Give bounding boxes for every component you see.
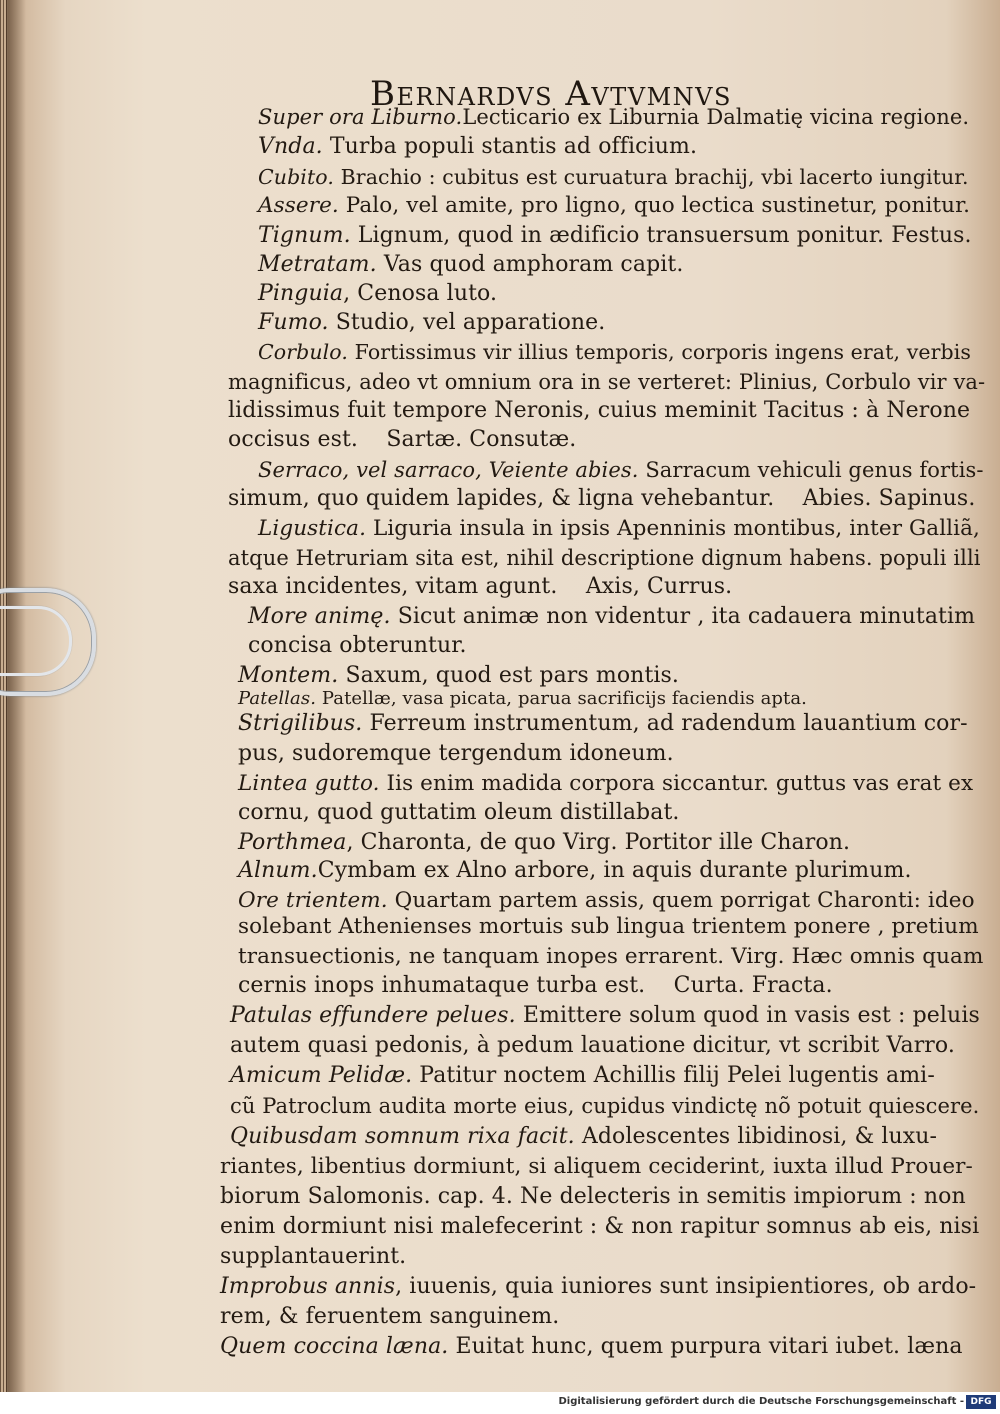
gloss: Euitat hunc, quem purpura vitari iubet. læna — [448, 1334, 963, 1359]
lemma: Amicum Pelidæ. — [230, 1063, 413, 1088]
lemma: Patulas effundere pelues. — [230, 1003, 516, 1028]
gloss: transuectionis, ne tanquam inopes errarent. Virg. Hæc omnis quam — [238, 944, 984, 969]
gloss: lidissimus fuit tempore Neronis, cuius meminit Tacitus : à Nerone — [228, 398, 971, 423]
text-line — [230, 1063, 935, 1089]
gloss: Turba populi stantis ad officium. — [322, 134, 698, 159]
lemma: Corbulo. — [258, 340, 349, 364]
text-line — [238, 771, 973, 797]
gloss: riantes, libentius dormiunt, si aliquem ceciderint, iuxta illud Prouer- — [220, 1154, 973, 1179]
gloss: Lignum, quod in ædificio transuersum ponitur. Festus. — [350, 223, 972, 248]
gloss: Studio, vel apparatione. — [328, 310, 606, 335]
gloss: Ferreum instrumentum, ad radendum lauantium cor- — [362, 711, 968, 736]
gloss: saxa incidentes, vitam agunt. Axis, Currus. — [228, 574, 733, 599]
text-line — [258, 252, 683, 278]
gloss: Adolescentes libidinosi, & luxu- — [574, 1124, 938, 1149]
text-line — [258, 516, 980, 542]
text-line — [220, 1334, 963, 1360]
text-line — [238, 741, 674, 767]
lemma: Porthmea — [238, 830, 347, 855]
text-line — [248, 633, 467, 659]
gloss: concisa obteruntur. — [248, 633, 467, 658]
gloss: magnificus, adeo vt omnium ora in se verteret: Plinius, Corbulo vir va- — [228, 370, 986, 394]
text-line — [258, 457, 984, 483]
text-line — [220, 1214, 979, 1240]
lemma: Quem coccina læna. — [220, 1334, 449, 1359]
lemma: Cubito. — [258, 165, 335, 189]
text-line — [228, 545, 981, 571]
text-line — [228, 398, 970, 424]
text-line — [258, 104, 969, 130]
text-line — [220, 1274, 976, 1300]
gloss: , Charonta, de quo Virg. Portitor ille Charon. — [346, 830, 851, 855]
text-line — [238, 944, 983, 970]
lemma: Fumo. — [258, 310, 329, 335]
gloss: Saxum, quod est pars montis. — [338, 663, 680, 688]
text-line — [258, 281, 497, 307]
gloss: Liguria insula in ipsis Apenninis montibus, inter Galliã, — [366, 516, 980, 541]
dfg-logo: DFG — [966, 1395, 996, 1409]
gloss: cũ Patroclum audita morte eius, cupidus vindictę nõ potuit quiescere. — [230, 1094, 980, 1118]
text-line — [258, 223, 972, 249]
text-line — [258, 134, 697, 160]
lemma: Super ora Liburno. — [258, 105, 463, 129]
lemma: Serraco, vel sarraco, Veiente abies. — [258, 458, 639, 482]
text-line — [228, 369, 985, 395]
gloss: Quartam partem assis, quem porrigat Charonti: ideo — [387, 888, 975, 913]
gloss: supplantauerint. — [220, 1244, 407, 1269]
gloss: Brachio : cubitus est curuatura brachij, vbi lacerto iungitur. — [334, 165, 969, 189]
text-line — [238, 888, 975, 914]
lemma: Improbus annis — [220, 1274, 396, 1299]
gloss: Patellæ, vasa picata, parua sacrificijs faciendis apta. — [316, 688, 808, 709]
gloss: atque Hetruriam sita est, nihil descriptione dignum habens. populi illi — [228, 546, 981, 570]
lemma: Pinguia — [258, 281, 344, 306]
lemma: Patellas. — [238, 688, 317, 709]
text-line — [230, 1124, 937, 1150]
gloss: autem quasi pedonis, à pedum lauatione dicitur, vt scribit Varro. — [230, 1033, 955, 1058]
gloss: Iis enim madida corpora siccantur. guttus vas erat ex — [379, 771, 974, 796]
lemma: Vnda. — [258, 134, 323, 159]
gloss: Cymbam ex Alno arbore, in aquis durante plurimum. — [317, 858, 912, 883]
gloss: cernis inops inhumataque turba est. Curta. Fracta. — [238, 973, 833, 998]
text-line — [238, 858, 912, 884]
text-line — [238, 800, 680, 826]
funding-notice: Digitalisierung gefördert durch die Deutsche Forschungsgemeinschaft - — [558, 1396, 964, 1407]
lemma: Lintea gutto. — [238, 771, 380, 796]
gloss: biorum Salomonis. cap. 4. Ne delecteris in semitis impiorum : non — [220, 1184, 966, 1209]
lemma: Ore trientem. — [238, 888, 388, 913]
running-head: Bernardvs Avtvmnvs — [370, 74, 732, 114]
lemma: Alnum. — [238, 858, 318, 883]
lemma: Assere. — [258, 193, 339, 218]
lemma: Ligustica. — [258, 516, 367, 541]
text-line — [238, 830, 850, 856]
gloss: enim dormiunt nisi malefecerint : & non rapitur somnus ab eis, nisi — [220, 1214, 980, 1239]
text-line — [230, 1093, 979, 1119]
lemma: Strigilibus. — [238, 711, 363, 736]
text-line — [230, 1003, 980, 1029]
text-line — [258, 164, 969, 190]
text-line — [238, 973, 833, 999]
text-line — [248, 604, 975, 630]
text-line — [220, 1184, 966, 1210]
gloss: Sicut animæ non videntur , ita cadauera minutatim — [390, 604, 976, 629]
text-line — [238, 914, 979, 940]
gloss: simum, quo quidem lapides, & ligna vehebantur. Abies. Sapinus. — [228, 486, 976, 511]
text-line — [220, 1304, 559, 1330]
gloss: Lecticario ex Liburnia Dalmatię vicina regione. — [462, 105, 970, 129]
text-line — [228, 574, 732, 600]
text-line — [228, 427, 576, 453]
text-line — [258, 310, 605, 336]
text-line — [258, 193, 970, 219]
text-line — [230, 1033, 955, 1059]
lemma: Tignum. — [258, 223, 351, 248]
gloss: pus, sudoremque tergendum idoneum. — [238, 741, 674, 766]
text-line — [220, 1244, 406, 1270]
gloss: occisus est. Sartæ. Consutæ. — [228, 427, 577, 452]
gloss: rem, & feruentem sanguinem. — [220, 1304, 560, 1329]
gloss: , Cenosa luto. — [343, 281, 498, 306]
gloss: solebant Athenienses mortuis sub lingua trientem ponere , pretium — [238, 914, 979, 939]
lemma: Montem. — [238, 663, 339, 688]
gloss: Emittere solum quod in vasis est : peluis — [515, 1003, 980, 1028]
digitization-footer — [0, 1392, 1000, 1414]
gloss: Patitur noctem Achillis filij Pelei lugentis ami- — [412, 1063, 935, 1088]
text-line — [228, 486, 975, 512]
text-line — [220, 1154, 973, 1180]
lemma: Metratam. — [258, 252, 377, 277]
gloss: cornu, quod guttatim oleum distillabat. — [238, 800, 680, 825]
gloss: Sarracum vehiculi genus fortis- — [638, 458, 984, 482]
lemma: Quibusdam somnum rixa facit. — [230, 1124, 575, 1149]
gloss: , iuuenis, quia iuniores sunt insipientiores, ob ardo- — [395, 1274, 977, 1299]
gloss: Palo, vel amite, pro ligno, quo lectica sustinetur, ponitur. — [338, 193, 971, 218]
gloss: Fortissimus vir illius temporis, corporis ingens erat, verbis — [348, 340, 972, 364]
gloss: Vas quod amphoram capit. — [376, 252, 684, 277]
text-line — [238, 686, 807, 712]
text-line — [238, 711, 968, 737]
lemma: More animę. — [248, 604, 391, 629]
text-line — [258, 339, 971, 365]
